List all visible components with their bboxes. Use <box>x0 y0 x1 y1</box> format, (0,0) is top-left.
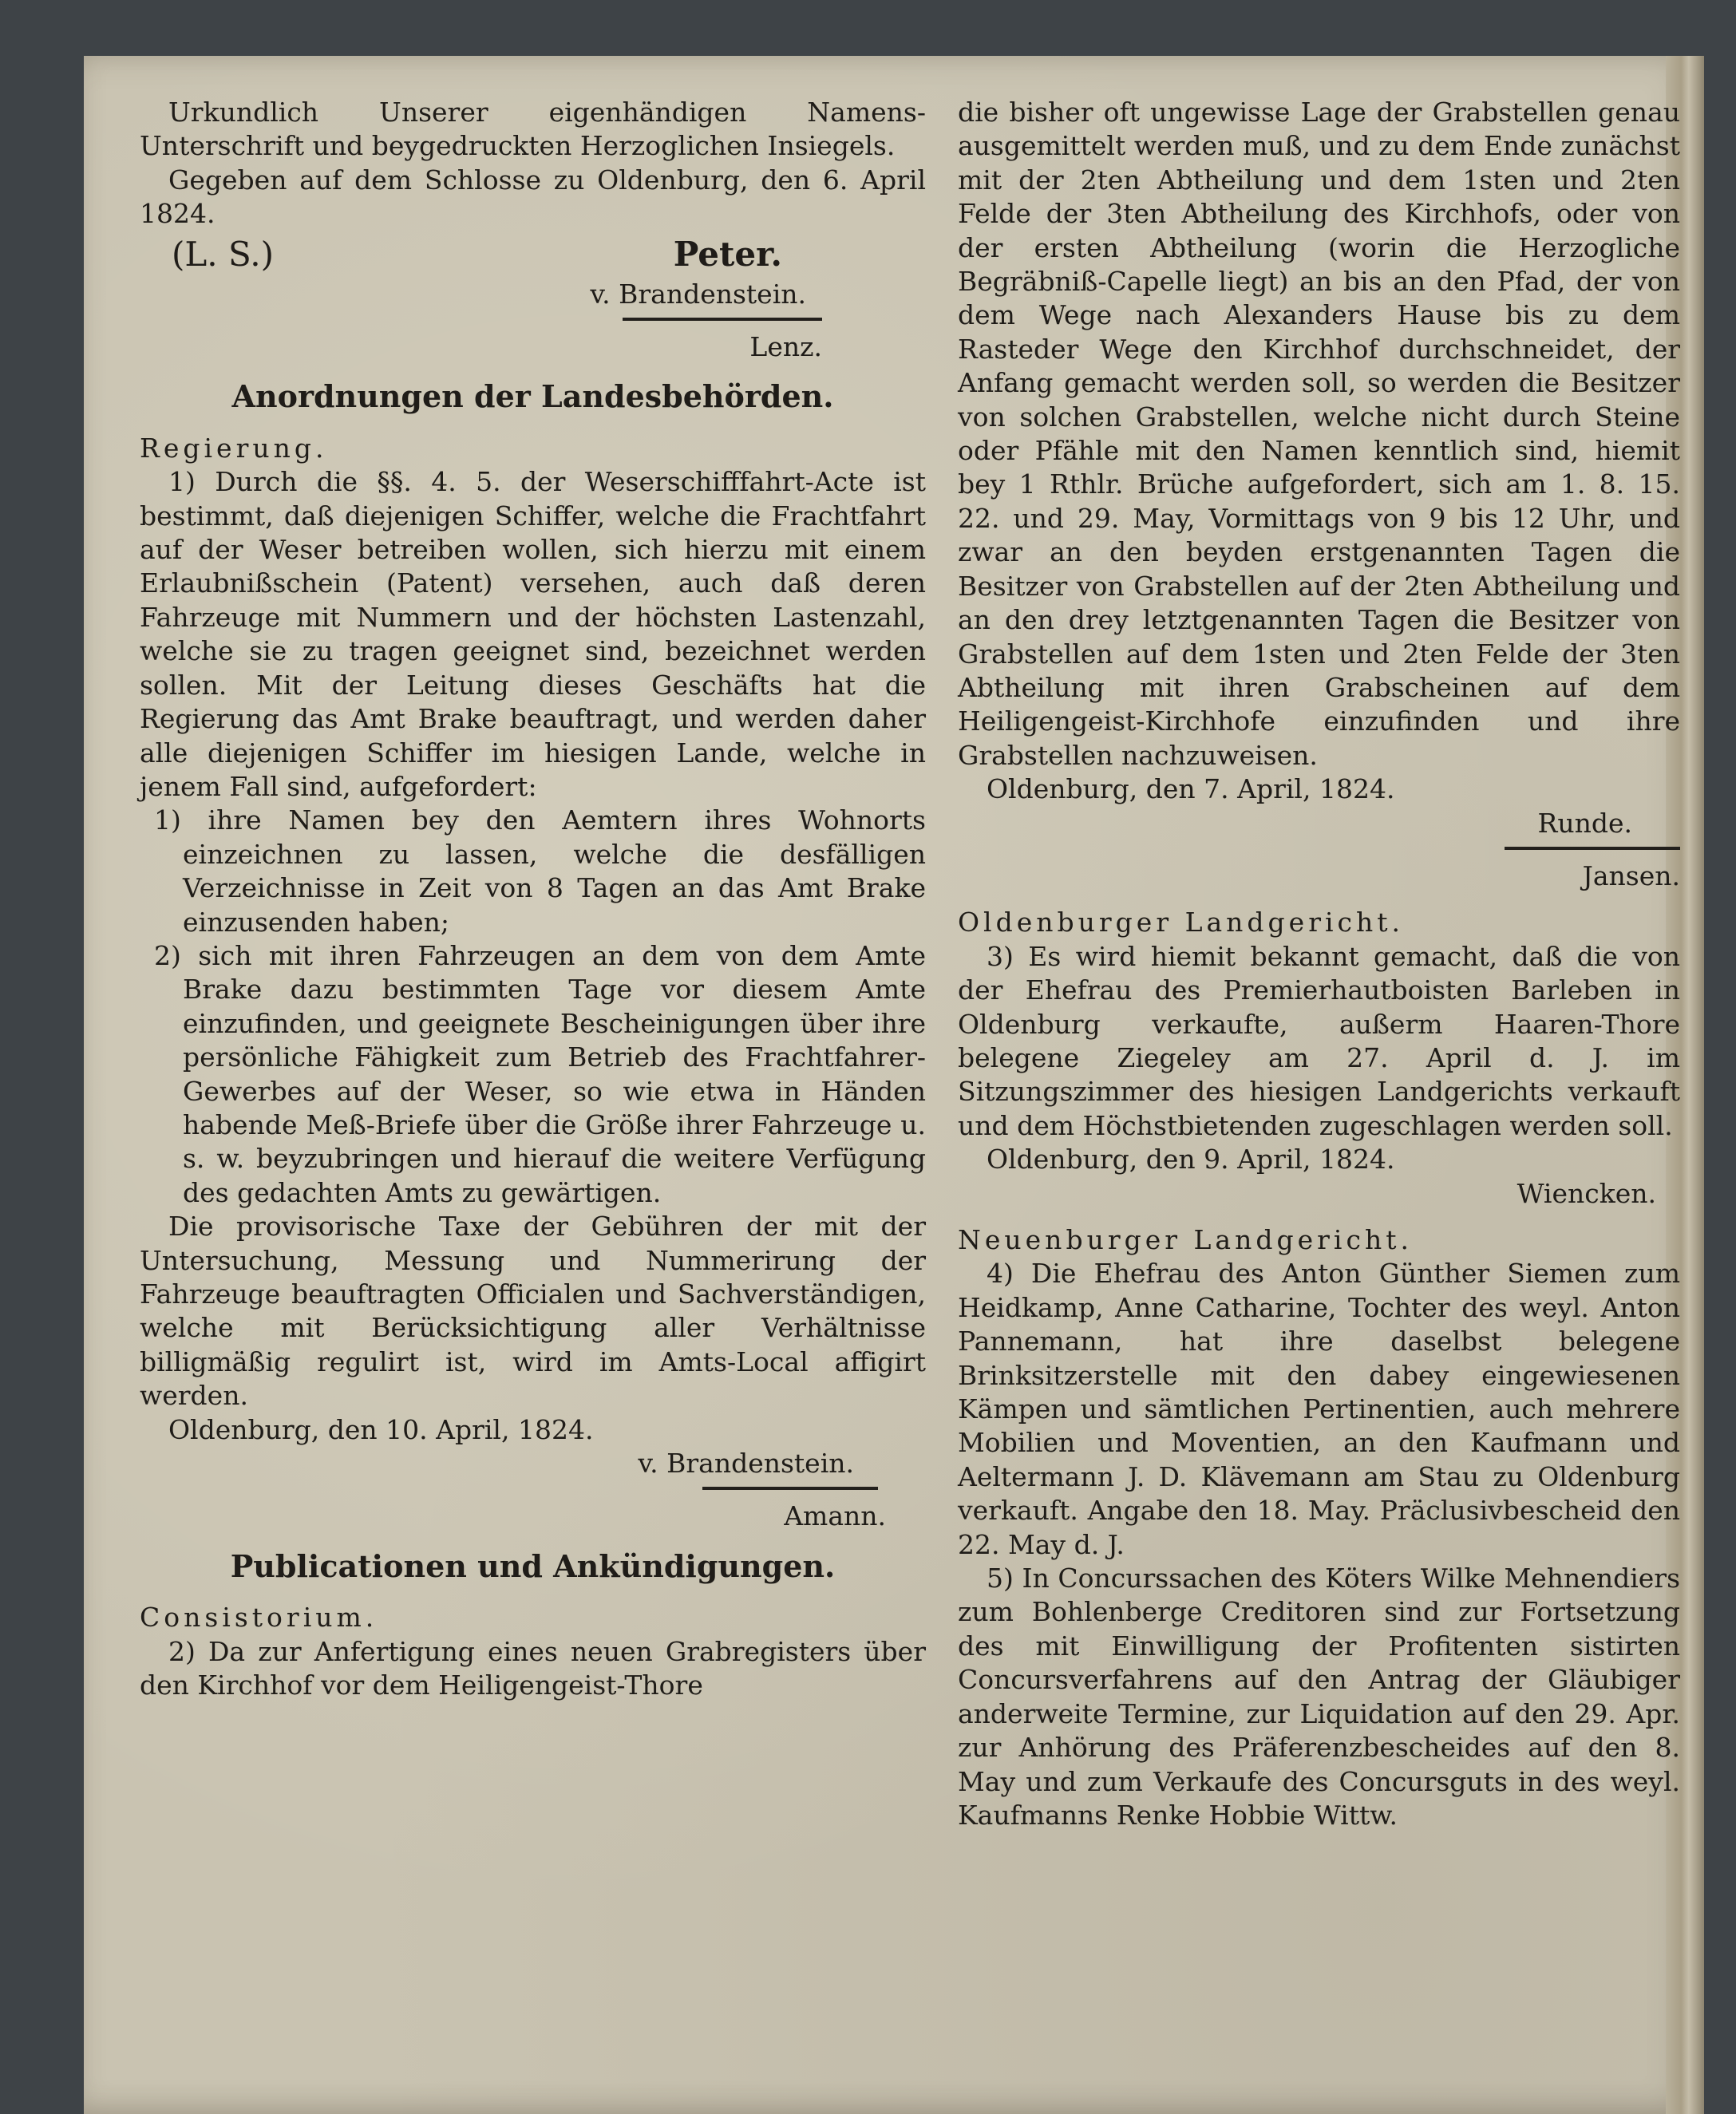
regierung-tax-paragraph: Die provisorische Taxe der Gebühren der mit der Untersuchung, Messung und Nummerirung der Fahrzeuge beauftragten Officialen und Sachverständigen, welche mit Berücksichtigung aller Verhältnisse billigmäßig regulirt ist, wird im Amts-Local affigirt werden. <box>140 1211 926 1412</box>
consistorium-notice-continued: die bisher oft ungewisse Lage der Grabstellen genau ausgemittelt werden muß, und zu dem Ende zunächst mit der 2ten Abtheilung und dem 1sten und 2ten Felde der 3ten Abtheilung des Kirchhofs, oder von der ersten Abtheilung (worin die Herzogliche Begräbniß-Capelle liegt) an bis an den Pfad, der von dem Wege nach Alexanders Hause bis zu dem Rasteder Wege den Kirchhof durchschneidet, der Anfang gemacht werden soll, so werden die Besitzer von solchen Grabstellen, welche nicht durch Steine oder Pfähle mit den Namen kenntlich sind, hiemit bey 1 Rthlr. Brüche aufgefordert, sich am 1. 8. 15. 22. und 29. May, Vormittags von 9 bis 12 Uhr, und zwar an den beyden erstgenannten Tagen die Besitzer von Grabstellen auf der 2ten Abtheilung und an den drey letztgenannten Tagen die Besitzer von Grabstellen auf dem 1sten und 2ten Felde der 3ten Abtheilung mit ihren Grabscheinen auf dem Heiligengeist-Kirchhofe einzufinden und ihre Grabstellen nachzuweisen. <box>958 97 1680 771</box>
consistorium-date: Oldenburg, den 7. April, 1824. <box>987 773 1395 805</box>
separator-rule <box>702 1487 878 1490</box>
ruler-signature: Peter. <box>673 234 782 274</box>
consistorium-notice-start: 2) Da zur Anfertigung eines neuen Grabregisters über den Kirchhof vor dem Heiligengeist-Thore <box>140 1635 926 1701</box>
section-heading-authorities: Anordnungen der Landesbehörden. <box>231 378 834 415</box>
oldenburger-date: Oldenburg, den 9. April, 1824. <box>987 1144 1395 1176</box>
subsection-label-regierung: Regierung. <box>140 432 328 464</box>
decree-closing-text: Urkundlich Unserer eigenhändigen Namens-Unterschrift und beygedruckten Herzoglichen Insiegels. <box>140 97 926 162</box>
separator-rule <box>623 318 822 321</box>
subsection-label-consistorium: Consistorium. <box>140 1602 378 1634</box>
left-column <box>140 96 926 1702</box>
countersignature: v. Brandenstein. <box>590 278 806 310</box>
seal-signature-row <box>140 231 926 278</box>
decree-given-date: Gegeben auf dem Schlosse zu Oldenburg, den 6. April 1824. <box>140 164 926 230</box>
regierung-notice-paragraph: 1) Durch die §§. 4. 5. der Weserschifffahrt-Acte ist bestimmt, daß diejenigen Schiffer, welche die Frachtfahrt auf der Weser betreiben wollen, sich hierzu mit einem Erlaubnißschein (Patent) versehen, auch daß deren Fahrzeuge mit Nummern und der höchsten Lastenzahl, welche sie zu tragen geeignet sind, bezeichnet werden sollen. Mit der Leitung dieses Geschäfts hat die Regierung das Amt Brake beauftragt, und werden daher alle diejenigen Schiffer im hiesigen Lande, welche in jenem Fall sind, aufgefordert: <box>140 466 926 802</box>
consistorium-secretary: Jansen. <box>1582 859 1680 891</box>
consistorium-signature: Runde. <box>1537 807 1632 839</box>
separator-rule <box>1505 847 1680 850</box>
regierung-secretary: Amann. <box>784 1500 886 1532</box>
neuenburger-notice-4: 4) Die Ehefrau des Anton Günther Siemen zum Heidkamp, Anne Catharine, Tochter des weyl. Anton Pannemann, hat ihre daselbst belegene Brinksitzerstelle mit den dabey eingewiesenen Kämpen und sämtlichen Pertinentien, auch mehrere Mobilien und Moventien, an den Kaufmann und Aeltermann J. D. Klävemann am Stau zu Oldenburg verkauft. Angabe den 18. May. Präclusivbescheid den 22. May d. J. <box>958 1258 1680 1560</box>
oldenburger-signature: Wiencken. <box>1517 1177 1656 1209</box>
regierung-signature: v. Brandenstein. <box>638 1448 854 1480</box>
subsection-label-oldenburger-landgericht: Oldenburger Landgericht. <box>958 907 1405 938</box>
section-heading-publications: Publicationen und Ankündigungen. <box>230 1547 836 1584</box>
neuenburger-notice-5: 5) In Concurssachen des Köters Wilke Mehnendiers zum Bohlenberge Creditoren sind zur Fortsetzung des mit Einwilligung der Profitenten sistirten Concursverfahrens auf den Antrag der Gläubiger anderweite Termine, zur Liquidation auf den 29. Apr. zur Anhörung des Präferenzbescheides auf den 8. May und zum Verkaufe des Concursguts in des weyl. Kaufmanns Renke Hobbie Wittw. <box>958 1563 1680 1831</box>
regierung-notice-item-2: 2) sich mit ihren Fahrzeugen an dem von dem Amte Brake dazu bestimmten Tage vor diesem Amte einzufinden, und geeignete Bescheinigungen über ihre persönliche Fähigkeit zum Betrieb des Frachtfahrer-Gewerbes auf der Weser, so wie etwa in Händen habende Meß-Briefe über die Größe ihrer Fahrzeuge u. s. w. beyzubringen und hierauf die weitere Verfügung des gedachten Amts zu gewärtigen. <box>154 939 926 1208</box>
regierung-notice-item-1: 1) ihre Namen bey den Aemtern ihres Wohnorts einzeichnen zu lassen, welche die desfälligen Verzeichnisse in Zeit von 8 Tagen an das Amt Brake einzusenden haben; <box>154 804 926 938</box>
secretary-signature: Lenz. <box>749 331 822 363</box>
seal-mark: (L. S.) <box>172 234 274 274</box>
oldenburger-notice-3: 3) Es wird hiemit bekannt gemacht, daß die von der Ehefrau des Premierhautboisten Barleben in Oldenburg verkaufte, außerm Haaren-Thore belegene Ziegeley am 27. April d. J. im Sitzungszimmer des hiesigen Landgerichts verkauft und dem Höchstbietenden zugeschlagen werden soll. <box>958 940 1680 1141</box>
subsection-label-neuenburger-landgericht: Neuenburger Landgericht. <box>958 1224 1413 1255</box>
right-column <box>958 96 1680 1832</box>
regierung-date: Oldenburg, den 10. April, 1824. <box>168 1413 594 1445</box>
